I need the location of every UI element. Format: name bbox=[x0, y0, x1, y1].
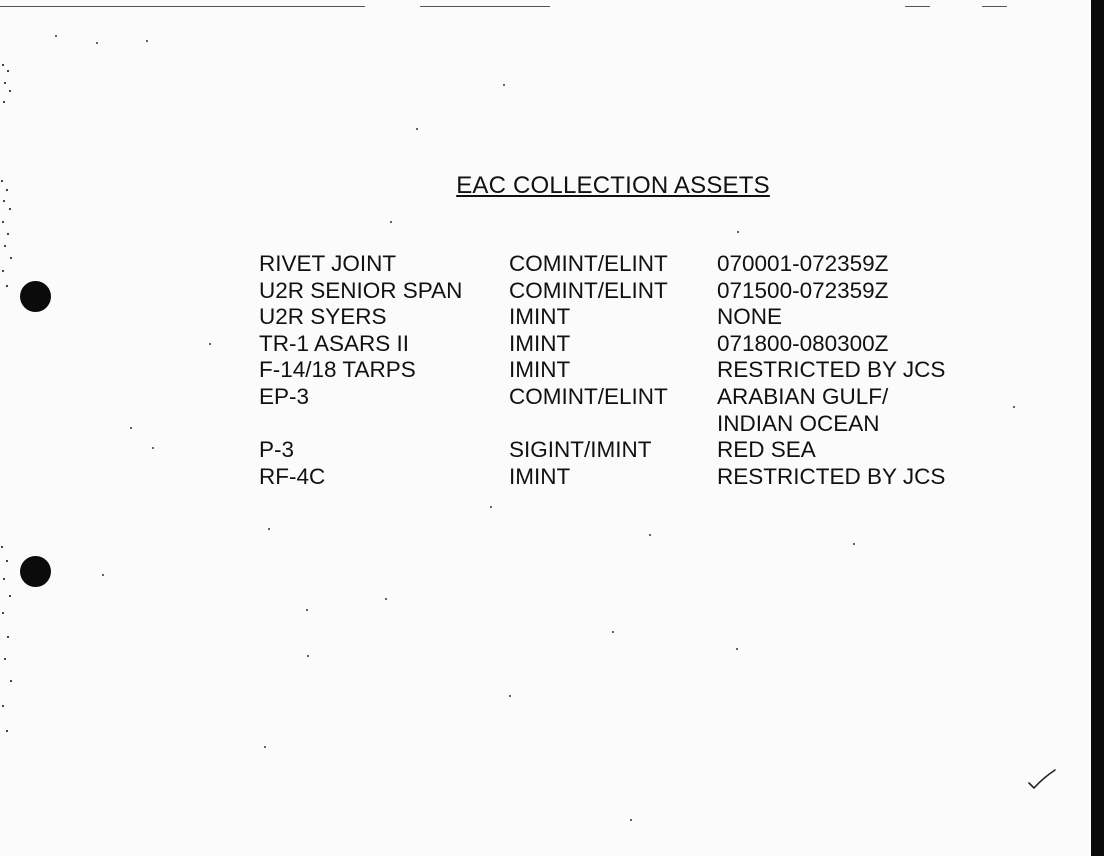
collection-type-cell: COMINT/ELINT bbox=[509, 277, 668, 303]
scan-speck bbox=[102, 574, 104, 576]
scan-speck bbox=[307, 655, 309, 657]
scan-left-noise bbox=[0, 540, 12, 750]
table-row bbox=[259, 278, 945, 305]
coverage-line: RED SEA bbox=[717, 437, 816, 463]
punch-hole bbox=[20, 281, 51, 312]
coverage-cell bbox=[717, 464, 945, 491]
scan-speck bbox=[306, 609, 308, 611]
coverage-line: RESTRICTED BY JCS bbox=[717, 357, 946, 383]
scan-top-rule bbox=[982, 6, 1007, 7]
collection-type-cell: IMINT bbox=[509, 357, 571, 383]
table-row bbox=[259, 464, 945, 491]
collection-assets-table bbox=[259, 251, 945, 490]
platform-cell: EP-3 bbox=[259, 383, 310, 409]
platform-cell: U2R SYERS bbox=[259, 304, 387, 330]
scan-speck bbox=[209, 343, 211, 345]
scan-speck bbox=[55, 35, 57, 37]
coverage-cell bbox=[717, 331, 945, 358]
platform-cell: RIVET JOINT bbox=[259, 251, 397, 276]
scan-speck bbox=[146, 40, 148, 42]
table-row bbox=[259, 251, 945, 278]
punch-hole bbox=[20, 556, 51, 587]
coverage-cell bbox=[717, 251, 945, 278]
platform-cell: P-3 bbox=[259, 437, 295, 463]
coverage-cell bbox=[717, 357, 945, 384]
table-row bbox=[259, 304, 945, 331]
scan-top-rule bbox=[420, 6, 550, 7]
collection-type-cell: IMINT bbox=[509, 463, 571, 489]
scan-speck bbox=[737, 231, 739, 233]
scan-speck bbox=[130, 427, 132, 429]
coverage-cell bbox=[717, 278, 945, 305]
scan-left-noise bbox=[0, 60, 12, 120]
collection-type-cell: COMINT/ELINT bbox=[509, 251, 668, 276]
scan-speck bbox=[152, 447, 154, 449]
document-title: EAC COLLECTION ASSETS bbox=[456, 172, 770, 199]
coverage-line: 070001-072359Z bbox=[717, 251, 889, 276]
coverage-line: RESTRICTED BY JCS bbox=[717, 463, 946, 489]
scan-speck bbox=[385, 598, 387, 600]
platform-cell: U2R SENIOR SPAN bbox=[259, 277, 463, 303]
collection-type-cell: IMINT bbox=[509, 304, 571, 330]
scan-speck bbox=[612, 631, 614, 633]
scan-speck bbox=[390, 221, 392, 223]
coverage-line: ARABIAN GULF/ bbox=[717, 383, 889, 409]
scan-speck bbox=[268, 528, 270, 530]
scan-speck bbox=[649, 534, 651, 536]
coverage-line: NONE bbox=[717, 304, 783, 330]
platform-cell: RF-4C bbox=[259, 463, 326, 489]
scan-speck bbox=[96, 42, 98, 44]
table-row bbox=[259, 331, 945, 358]
collection-type-cell: COMINT/ELINT bbox=[509, 383, 668, 409]
scan-speck bbox=[503, 84, 505, 86]
coverage-line: INDIAN OCEAN bbox=[717, 410, 880, 436]
coverage-cell bbox=[717, 384, 945, 437]
scan-top-rule bbox=[905, 6, 930, 7]
coverage-cell bbox=[717, 304, 945, 331]
platform-cell: TR-1 ASARS II bbox=[259, 330, 410, 356]
scan-right-edge bbox=[1091, 0, 1104, 856]
scan-speck bbox=[736, 648, 738, 650]
scan-top-rule bbox=[0, 6, 365, 7]
scan-speck bbox=[1013, 406, 1015, 408]
scan-speck bbox=[630, 819, 632, 821]
coverage-cell bbox=[717, 437, 945, 464]
platform-cell: F-14/18 TARPS bbox=[259, 357, 416, 383]
collection-type-cell: IMINT bbox=[509, 330, 571, 356]
scan-speck bbox=[416, 128, 418, 130]
scan-speck bbox=[264, 746, 266, 748]
scan-speck bbox=[509, 695, 511, 697]
coverage-line: 071500-072359Z bbox=[717, 277, 889, 303]
scan-speck bbox=[490, 506, 492, 508]
scan-speck bbox=[853, 543, 855, 545]
table-row bbox=[259, 384, 945, 437]
check-mark-icon bbox=[1027, 768, 1057, 790]
collection-type-cell: SIGINT/IMINT bbox=[509, 437, 652, 463]
table-row bbox=[259, 357, 945, 384]
coverage-line: 071800-080300Z bbox=[717, 330, 889, 356]
table-row bbox=[259, 437, 945, 464]
